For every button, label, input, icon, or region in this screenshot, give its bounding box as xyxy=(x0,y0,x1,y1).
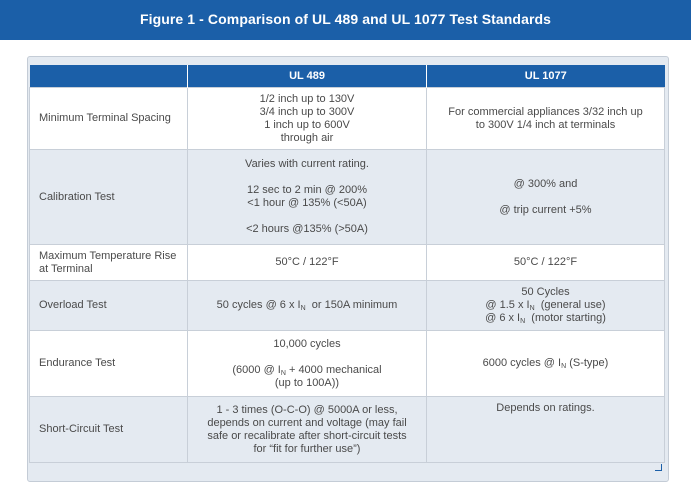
header-row xyxy=(30,65,665,88)
cell-line: (up to 100A)) xyxy=(274,376,340,389)
row-label: Maximum Temperature Rise at Terminal xyxy=(30,245,188,281)
row-label: Minimum Terminal Spacing xyxy=(30,88,188,150)
table-row-overload xyxy=(30,281,665,331)
cell-ul489 xyxy=(188,150,427,245)
cell-line: @ 6 x $I_N$ (motor starting) xyxy=(485,312,606,325)
cell-ul1077: Depends on ratings. xyxy=(427,397,665,463)
cell-line: 6000 cycles @ $I_N$ (S-type) xyxy=(482,357,609,370)
comparison-table xyxy=(29,65,665,463)
cell-line: for “fit for further use”) xyxy=(253,442,361,455)
row-label: Calibration Test xyxy=(30,150,188,245)
cell-line: 12 sec to 2 min @ 200% xyxy=(246,184,367,196)
cell-line: 3/4 inch up to 300V xyxy=(259,105,355,118)
cell-line: Varies with current rating. xyxy=(245,158,369,170)
cell-line: 50 Cycles xyxy=(521,286,570,298)
row-label: Overload Test xyxy=(30,281,188,331)
cell-ul489 xyxy=(188,88,427,150)
cell-line: to 300V 1/4 inch at terminals xyxy=(475,118,616,131)
comparison-table-wrapper xyxy=(29,65,664,463)
cell-ul1077 xyxy=(427,331,665,397)
cell-line: depends on current and voltage (may fail xyxy=(207,416,407,429)
panel-corner-mark xyxy=(655,464,662,471)
table-row-short-circuit xyxy=(30,397,665,463)
subscript-n: N xyxy=(520,318,526,325)
cell-ul1077 xyxy=(427,281,665,331)
table-row-temperature-rise xyxy=(30,245,665,281)
header-ul489: UL 489 xyxy=(188,65,427,88)
cell-line: 10,000 cycles xyxy=(273,337,341,350)
cell-ul1077 xyxy=(427,88,665,150)
cell-ul489 xyxy=(188,331,427,397)
cell-ul489: 50°C / 122°F xyxy=(188,245,427,281)
figure-title-banner xyxy=(0,0,691,40)
cell-line: @ 300% and xyxy=(513,177,578,190)
cell-line: through air xyxy=(280,131,334,144)
cell-line: @ trip current +5% xyxy=(499,203,592,216)
cell-ul489 xyxy=(188,397,427,463)
subscript-n: N xyxy=(280,369,286,377)
figure-title: Figure 1 - Comparison of UL 489 and UL 1077 Test Standards xyxy=(139,11,552,27)
cell-line: 1 inch up to 600V xyxy=(264,118,350,131)
cell-ul1077 xyxy=(427,150,665,245)
table-row-endurance xyxy=(30,331,665,397)
cell-line: @ 1.5 x $I_N$ (general use) xyxy=(485,299,606,312)
cell-line: safe or recalibrate after short-circuit tests xyxy=(207,429,407,442)
cell-line: 50 cycles @ 6 x $I_N$ or 150A minimum xyxy=(216,299,398,312)
subscript-n: N xyxy=(300,305,306,312)
cell-line: <1 hour @ 135% (<50A) xyxy=(247,197,367,209)
cell-ul489 xyxy=(188,281,427,331)
cell-line: 1 - 3 times (O-C-O) @ 5000A or less, xyxy=(216,403,398,416)
cell-line: <2 hours @135% (>50A) xyxy=(246,223,368,235)
cell-line: 1/2 inch up to 130V xyxy=(259,92,355,105)
table-row-calibration xyxy=(30,150,665,245)
header-ul1077: UL 1077 xyxy=(427,65,665,88)
table-row-terminal-spacing xyxy=(30,88,665,150)
cell-line: For commercial appliances 3/32 inch up xyxy=(448,105,643,118)
row-label: Endurance Test xyxy=(30,331,188,397)
cell-line: (6000 @ $I_N + 4000$ mechanical xyxy=(232,363,382,377)
subscript-n: N xyxy=(529,305,535,312)
header-blank xyxy=(30,65,188,88)
row-label: Short-Circuit Test xyxy=(30,397,188,463)
subscript-n: N xyxy=(561,363,567,370)
cell-ul1077: 50°C / 122°F xyxy=(427,245,665,281)
